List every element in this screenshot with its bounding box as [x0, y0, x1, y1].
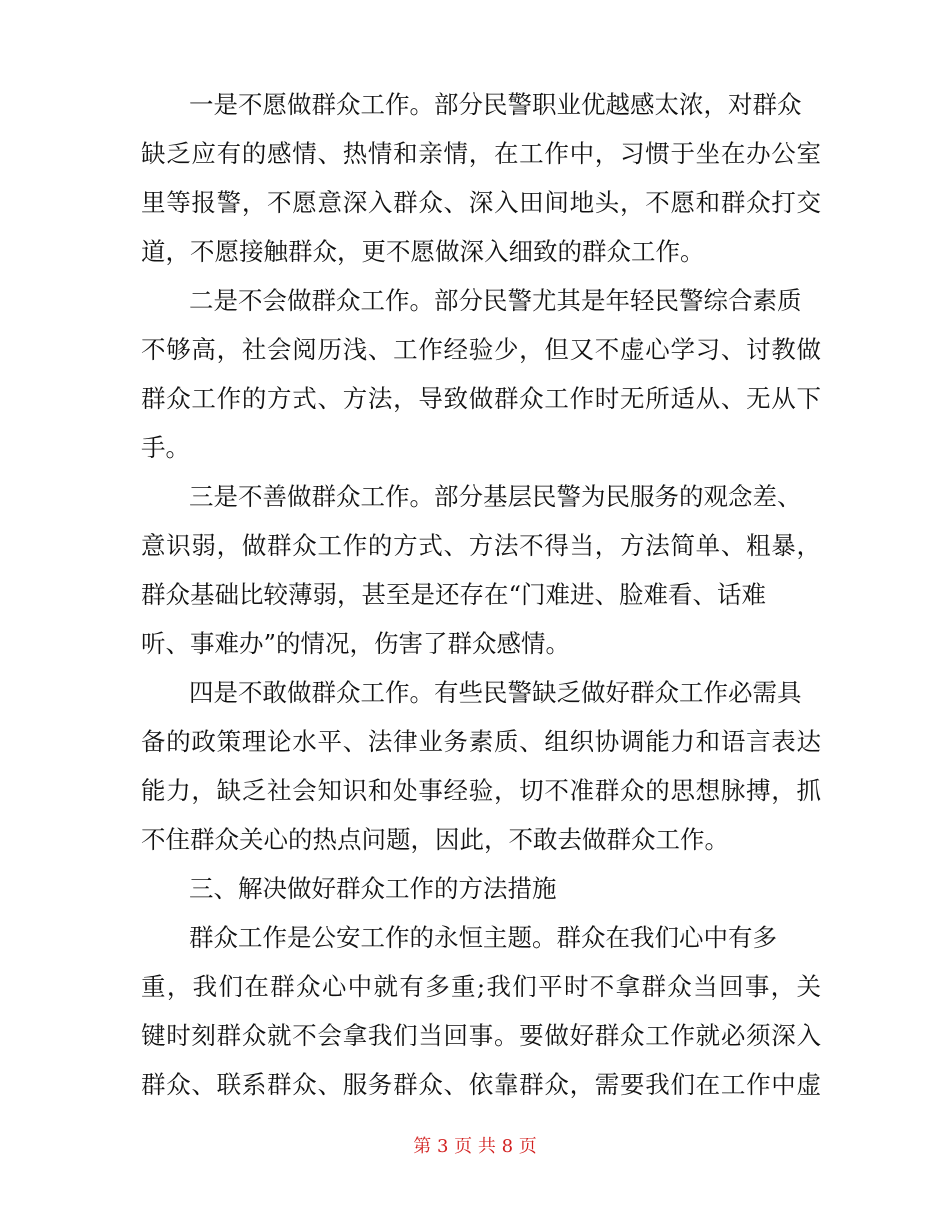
text-line: 群众工作是公安工作的永恒主题。群众在我们心中有多	[189, 923, 777, 952]
text-line: 能力，缺乏社会知识和处事经验，切不准群众的思想脉搏，抓	[141, 776, 821, 805]
text-line: 重，我们在群众心中就有多重;我们平时不拿群众当回事，关	[141, 972, 821, 1001]
text-line: 群众基础比较薄弱，甚至是还存在“门难进、脸难看、话难	[141, 580, 767, 609]
text-line: 四是不敢做群众工作。有些民警缺乏做好群众工作必需具	[189, 678, 802, 707]
text-line: 听、事难办”的情况，伤害了群众感情。	[141, 629, 571, 658]
text-line: 里等报警，不愿意深入群众、深入田间地头，不愿和群众打交	[141, 188, 821, 217]
text-line: 道，不愿接触群众，更不愿做深入细致的群众工作。	[141, 237, 705, 266]
text-line: 群众工作的方式、方法，导致做群众工作时无所适从、无从下	[141, 384, 821, 413]
text-line: 不住群众关心的热点问题，因此，不敢去做群众工作。	[141, 825, 729, 854]
section-heading: 三、解决做好群众工作的方法措施	[189, 874, 557, 903]
page-footer-number: 第 3 页 共 8 页	[413, 1136, 537, 1157]
text-line: 不够高，社会阅历浅、工作经验少，但又不虚心学习、讨教做	[141, 335, 821, 364]
text-line: 三是不善做群众工作。部分基层民警为民服务的观念差、	[189, 482, 802, 511]
text-line: 缺乏应有的感情、热情和亲情，在工作中，习惯于坐在办公室	[141, 139, 821, 168]
text-line: 二是不会做群众工作。部分民警尤其是年轻民警综合素质	[189, 286, 802, 315]
text-line: 键时刻群众就不会拿我们当回事。要做好群众工作就必须深入	[141, 1021, 821, 1050]
text-line: 一是不愿做群众工作。部分民警职业优越感太浓，对群众	[189, 90, 802, 119]
text-line: 手。	[141, 433, 190, 462]
text-line: 备的政策理论水平、法律业务素质、组织协调能力和语言表达	[141, 727, 821, 756]
text-line: 群众、联系群众、服务群众、依靠群众，需要我们在工作中虚	[141, 1070, 821, 1099]
text-line: 意识弱，做群众工作的方式、方法不得当，方法简单、粗暴，	[141, 531, 821, 560]
